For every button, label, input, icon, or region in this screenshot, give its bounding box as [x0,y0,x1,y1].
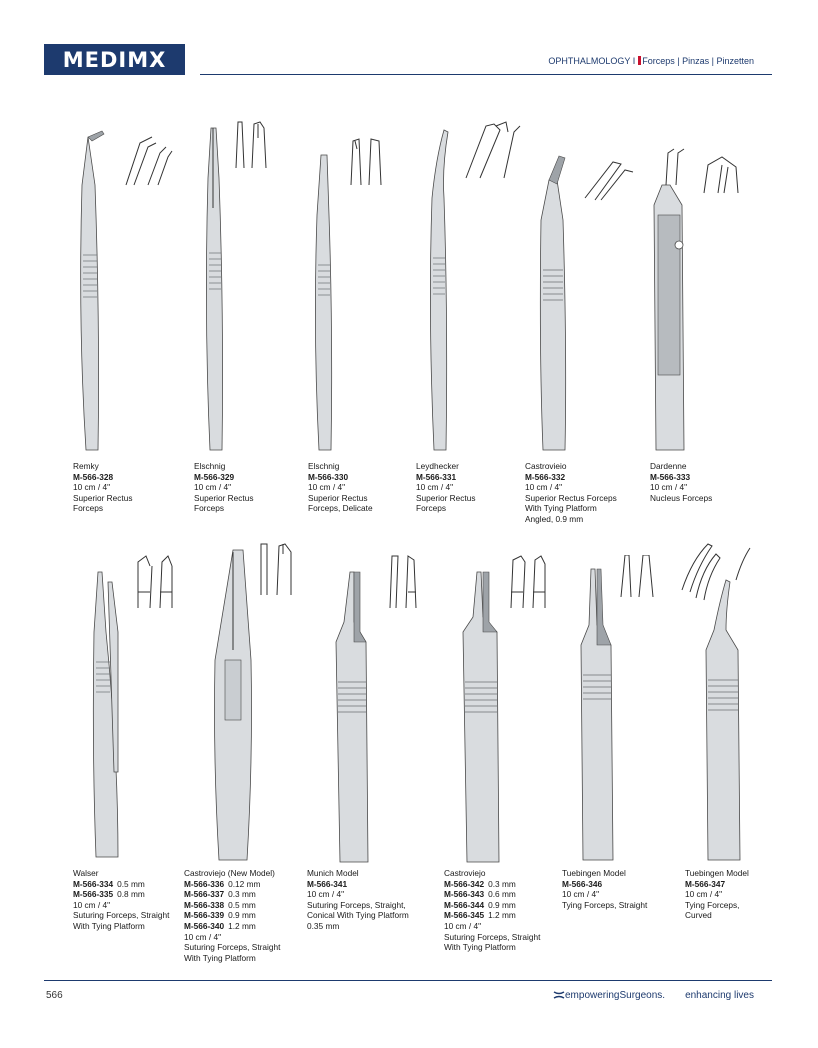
product-size: 10 cm / 4" [650,482,688,493]
product-name: Elschnig [308,461,340,471]
product-size: 10 cm / 4" [416,482,454,493]
product-desc-line: Suturing Forceps, Straight [444,931,541,942]
product-code: M-566-331 [416,471,457,482]
product-desc-line: 0.35 mm [307,920,340,931]
product-desc-line: Superior Rectus [194,492,254,503]
page-number: 566 [46,990,63,1001]
product-desc-line: With Tying Platform [525,503,597,514]
forceps-illustration-castroviejo-342 [455,552,555,867]
forceps-illustration-munich [330,552,430,867]
forceps-illustration-elschnig-330 [305,135,395,455]
forceps-illustration-castroviejo-new [205,540,305,865]
product-code: M-566-334 [73,878,114,889]
product-castrovieio [525,461,617,525]
product-name: Walser [73,868,99,878]
product-desc-line: Angled, 0.9 mm [525,513,584,524]
product-size: 10 cm / 4" [685,889,723,900]
code-row [184,889,280,900]
product-size: 10 cm / 4" [184,931,222,942]
tip-size: 0.3 mm [488,878,516,889]
product-desc-line: With Tying Platform [73,920,145,931]
product-desc-line: Curved [685,910,712,921]
code-row [73,889,169,900]
product-desc-line: Superior Rectus [416,492,476,503]
code-row [444,900,540,911]
footer-divider [44,980,772,981]
product-dardenne [650,461,712,503]
product-code: M-566-344 [444,899,485,910]
forceps-illustration-leydhecker [420,118,530,456]
product-size: 10 cm / 4" [194,482,232,493]
forceps-illustration-tuebingen-346 [575,555,675,865]
product-desc-line: Forceps, Delicate [308,503,373,514]
product-code: M-566-347 [685,878,726,889]
code-row [73,879,169,890]
product-code: M-566-341 [307,878,348,889]
product-size: 10 cm / 4" [307,889,345,900]
tip-size: 0.6 mm [488,889,516,900]
product-code: M-566-338 [184,899,225,910]
brand-mark-icon [553,991,565,999]
product-name: Castrovieio [525,461,567,471]
tip-size: 0.9 mm [228,910,256,921]
product-desc-line: Suturing Forceps, Straight, [307,899,406,910]
tip-size: 1.2 mm [228,920,256,931]
tip-size: 0.5 mm [117,878,145,889]
product-desc-line: Tying Forceps, Straight [562,899,648,910]
code-row [307,879,409,890]
code-row [685,879,749,890]
product-walser [73,868,169,932]
product-elschnig-329 [194,461,254,514]
forceps-illustration-elschnig-329 [192,118,282,456]
forceps-illustration-remky [68,125,178,455]
code-row [184,879,280,890]
forceps-illustration-walser [88,552,188,862]
product-name: Munich Model [307,868,359,878]
product-castroviejo-new-model [184,868,280,963]
product-code: M-566-328 [73,471,114,482]
product-size: 10 cm / 4" [444,920,482,931]
forceps-illustration-tuebingen-347 [678,540,778,865]
product-desc-line: Superior Rectus [73,492,133,503]
code-row [444,910,540,921]
product-desc-line: Forceps [416,503,446,514]
product-code: M-566-336 [184,878,225,889]
product-name: Tuebingen Model [685,868,749,878]
product-desc-line: Forceps [194,503,224,514]
product-size: 10 cm / 4" [562,889,600,900]
tagline-enhancing: enhancing lives [685,990,754,1001]
product-desc-line: Forceps [73,503,103,514]
product-name: Remky [73,461,99,471]
product-name: Castroviejo (New Model) [184,868,275,878]
product-code: M-566-330 [308,471,349,482]
product-code: M-566-337 [184,889,225,900]
forceps-illustration-dardenne [648,145,758,455]
product-code: M-566-332 [525,471,566,482]
product-desc-line: Suturing Forceps, Straight [73,910,170,921]
product-name: Elschnig [194,461,226,471]
code-row [444,879,540,890]
header-divider [200,74,772,75]
tip-size: 0.12 mm [228,878,261,889]
section-title: OPHTHALMOLOGY I [548,56,636,66]
product-code: M-566-329 [194,471,235,482]
tip-size: 0.5 mm [228,899,256,910]
tagline-empowering: empoweringSurgeons. [565,990,666,1001]
product-code: M-566-333 [650,471,691,482]
product-code: M-566-346 [562,878,603,889]
product-castroviejo [444,868,540,953]
section-marker [638,56,641,65]
product-name: Tuebingen Model [562,868,626,878]
product-desc-line: Superior Rectus Forceps [525,492,617,503]
product-desc-line: Nucleus Forceps [650,492,713,503]
product-desc-line: Tying Forceps, [685,899,740,910]
product-tuebingen-straight [562,868,647,910]
code-row [184,910,280,921]
page-header [548,56,754,66]
product-name: Dardenne [650,461,687,471]
product-leydhecker [416,461,476,514]
brand-logo [44,44,185,75]
tip-size: 0.9 mm [488,899,516,910]
product-size: 10 cm / 4" [73,899,111,910]
product-tuebingen-curved [685,868,749,921]
product-desc-line: Suturing Forceps, Straight [184,942,281,953]
code-row [444,889,540,900]
product-code: M-566-335 [73,889,114,900]
category-title: Forceps | Pinzas | Pinzetten [642,56,754,66]
product-remky [73,461,133,514]
code-row [562,879,647,890]
product-munich-model [307,868,409,932]
forceps-illustration-castrovieio-332 [535,150,645,455]
product-size: 10 cm / 4" [525,482,563,493]
product-desc-line: With Tying Platform [184,952,256,963]
product-desc-line: Superior Rectus [308,492,368,503]
product-code: M-566-345 [444,910,485,921]
product-code: M-566-342 [444,878,485,889]
product-desc-line: With Tying Platform [444,942,516,953]
tip-size: 0.3 mm [228,889,256,900]
product-desc-line: Conical With Tying Platform [307,910,409,921]
tip-size: 1.2 mm [488,910,516,921]
code-row [184,900,280,911]
product-elschnig-330 [308,461,373,514]
tip-size: 0.8 mm [117,889,145,900]
product-size: 10 cm / 4" [308,482,346,493]
product-code: M-566-339 [184,910,225,921]
product-code: M-566-340 [184,920,225,931]
product-name: Leydhecker [416,461,459,471]
code-row [184,921,280,932]
footer-tagline [553,990,754,1001]
product-name: Castroviejo [444,868,486,878]
logo-text: MEDIMX [62,47,167,72]
product-size: 10 cm / 4" [73,482,111,493]
product-code: M-566-343 [444,889,485,900]
